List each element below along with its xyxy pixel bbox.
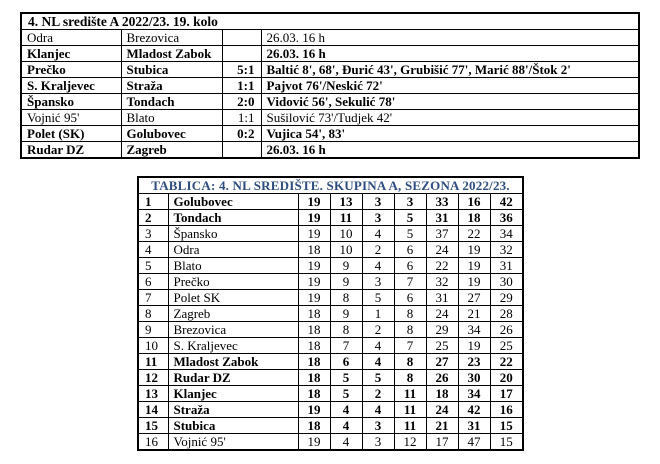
standings-row (138, 418, 523, 434)
standings-row (138, 258, 523, 274)
stat-cell: 19 (458, 258, 490, 274)
score-cell: 0:2 (222, 126, 261, 142)
stat-cell: 8 (330, 322, 362, 338)
detail-cell: 26.03. 16 h (261, 30, 639, 46)
detail-cell: Vujica 54', 83' (261, 126, 639, 142)
stat-cell: 47 (458, 434, 490, 451)
fixture-row (21, 30, 639, 46)
stat-cell: 19 (298, 402, 330, 418)
away-team-cell: Golubovec (121, 126, 222, 142)
standings-row (138, 338, 523, 354)
stat-cell: 19 (298, 290, 330, 306)
stat-cell: 28 (490, 306, 523, 322)
stat-cell: 10 (330, 242, 362, 258)
stat-cell: 2 (362, 322, 394, 338)
home-team-cell: Prečko (21, 62, 121, 78)
stat-cell: 19 (458, 338, 490, 354)
stat-cell: 6 (330, 354, 362, 370)
stat-cell: 18 (298, 306, 330, 322)
rank-cell: 2 (138, 210, 168, 226)
stat-cell: 27 (458, 290, 490, 306)
away-team-cell: Mladost Zabok (121, 46, 222, 62)
stat-cell: 17 (426, 434, 458, 451)
standings-row (138, 290, 523, 306)
away-team-cell: Brezovica (121, 30, 222, 46)
stat-cell: 18 (298, 242, 330, 258)
stat-cell: 32 (426, 274, 458, 290)
standings-row (138, 354, 523, 370)
stat-cell: 6 (394, 290, 426, 306)
stat-cell: 11 (394, 402, 426, 418)
stat-cell: 3 (362, 274, 394, 290)
detail-cell: Pajvot 76'/Neskić 72' (261, 78, 639, 94)
stat-cell: 30 (458, 370, 490, 386)
home-team-cell: Odra (21, 30, 121, 46)
stat-cell: 5 (362, 370, 394, 386)
team-name-cell: Blato (168, 258, 298, 274)
rank-cell: 11 (138, 354, 168, 370)
stat-cell: 11 (330, 210, 362, 226)
stat-cell: 19 (458, 274, 490, 290)
rank-cell: 8 (138, 306, 168, 322)
stat-cell: 5 (330, 370, 362, 386)
score-cell: 2:0 (222, 94, 261, 110)
stat-cell: 21 (426, 418, 458, 434)
stat-cell: 18 (426, 386, 458, 402)
stat-cell: 18 (298, 386, 330, 402)
away-team-cell: Tondach (121, 94, 222, 110)
rank-cell: 5 (138, 258, 168, 274)
stat-cell: 4 (362, 258, 394, 274)
team-name-cell: Klanjec (168, 386, 298, 402)
fixture-row (21, 78, 639, 94)
team-name-cell: Prečko (168, 274, 298, 290)
stat-cell: 34 (458, 386, 490, 402)
away-team-cell: Zagreb (121, 142, 222, 159)
home-team-cell: Rudar DZ (21, 142, 121, 159)
team-name-cell: Tondach (168, 210, 298, 226)
stat-cell: 31 (426, 210, 458, 226)
stat-cell: 19 (298, 226, 330, 242)
home-team-cell: Polet (SK) (21, 126, 121, 142)
team-name-cell: S. Kraljevec (168, 338, 298, 354)
score-cell (222, 30, 261, 46)
standings-row (138, 402, 523, 418)
stat-cell: 19 (298, 210, 330, 226)
stat-cell: 11 (394, 418, 426, 434)
stat-cell: 3 (362, 210, 394, 226)
stat-cell: 31 (426, 290, 458, 306)
home-team-cell: Klanjec (21, 46, 121, 62)
stat-cell: 18 (458, 210, 490, 226)
stat-cell: 3 (362, 418, 394, 434)
stat-cell: 24 (426, 242, 458, 258)
fixtures-title-row (21, 13, 639, 30)
rank-cell: 16 (138, 434, 168, 451)
stat-cell: 7 (394, 338, 426, 354)
stat-cell: 1 (362, 306, 394, 322)
score-cell (222, 142, 261, 159)
stat-cell: 22 (458, 226, 490, 242)
rank-cell: 9 (138, 322, 168, 338)
stat-cell: 34 (458, 322, 490, 338)
stat-cell: 4 (330, 418, 362, 434)
standings-table (137, 176, 524, 451)
stat-cell: 42 (458, 402, 490, 418)
standings-title-row (138, 177, 523, 194)
stat-cell: 9 (330, 306, 362, 322)
stat-cell: 16 (490, 402, 523, 418)
standings-row (138, 386, 523, 402)
stat-cell: 7 (330, 338, 362, 354)
away-team-cell: Stubica (121, 62, 222, 78)
stat-cell: 18 (298, 322, 330, 338)
stat-cell: 10 (330, 226, 362, 242)
home-team-cell: Špansko (21, 94, 121, 110)
stat-cell: 24 (426, 402, 458, 418)
stat-cell: 26 (426, 370, 458, 386)
stat-cell: 3 (362, 434, 394, 451)
standings-rows (138, 194, 523, 451)
stat-cell: 37 (426, 226, 458, 242)
home-team-cell: Vojnić 95' (21, 110, 121, 126)
stat-cell: 30 (490, 274, 523, 290)
fixture-row (21, 126, 639, 142)
rank-cell: 4 (138, 242, 168, 258)
fixtures-table (20, 12, 640, 159)
stat-cell: 11 (394, 386, 426, 402)
detail-cell: Sušilović 73'/Tudjek 42' (261, 110, 639, 126)
stat-cell: 5 (362, 290, 394, 306)
stat-cell: 42 (490, 194, 523, 210)
rank-cell: 3 (138, 226, 168, 242)
stat-cell: 32 (490, 242, 523, 258)
stat-cell: 22 (426, 258, 458, 274)
stat-cell: 9 (330, 274, 362, 290)
standings-row (138, 306, 523, 322)
standings-row (138, 210, 523, 226)
rank-cell: 1 (138, 194, 168, 210)
stat-cell: 5 (394, 226, 426, 242)
stat-cell: 4 (330, 434, 362, 451)
fixture-row (21, 110, 639, 126)
away-team-cell: Straža (121, 78, 222, 94)
stat-cell: 2 (362, 242, 394, 258)
standings-row (138, 322, 523, 338)
stat-cell: 26 (490, 322, 523, 338)
stat-cell: 31 (458, 418, 490, 434)
team-name-cell: Zagreb (168, 306, 298, 322)
stat-cell: 25 (490, 338, 523, 354)
stat-cell: 8 (394, 306, 426, 322)
stat-cell: 19 (298, 274, 330, 290)
stat-cell: 20 (490, 370, 523, 386)
stat-cell: 17 (490, 386, 523, 402)
stat-cell: 23 (458, 354, 490, 370)
stat-cell: 6 (394, 242, 426, 258)
stat-cell: 36 (490, 210, 523, 226)
rank-cell: 10 (138, 338, 168, 354)
score-cell: 1:1 (222, 78, 261, 94)
stat-cell: 19 (298, 258, 330, 274)
stat-cell: 5 (330, 386, 362, 402)
team-name-cell: Straža (168, 402, 298, 418)
stat-cell: 4 (362, 402, 394, 418)
team-name-cell: Vojnić 95' (168, 434, 298, 451)
stat-cell: 15 (490, 418, 523, 434)
stat-cell: 27 (426, 354, 458, 370)
stat-cell: 19 (298, 194, 330, 210)
standings-row (138, 194, 523, 210)
detail-cell: Baltić 8', 68', Đurić 43', Grubišić 77', Marić 88'/Štok 2' (261, 62, 639, 78)
fixture-row (21, 62, 639, 78)
stat-cell: 9 (330, 258, 362, 274)
stat-cell: 24 (426, 306, 458, 322)
stat-cell: 6 (394, 258, 426, 274)
stat-cell: 4 (330, 402, 362, 418)
stat-cell: 5 (394, 210, 426, 226)
stat-cell: 16 (458, 194, 490, 210)
rank-cell: 12 (138, 370, 168, 386)
stat-cell: 29 (490, 290, 523, 306)
home-team-cell: S. Kraljevec (21, 78, 121, 94)
stat-cell: 8 (394, 354, 426, 370)
stat-cell: 18 (298, 370, 330, 386)
rank-cell: 7 (138, 290, 168, 306)
stat-cell: 22 (490, 354, 523, 370)
rank-cell: 14 (138, 402, 168, 418)
stat-cell: 19 (458, 242, 490, 258)
score-cell (222, 46, 261, 62)
detail-cell: 26.03. 16 h (261, 46, 639, 62)
score-cell: 1:1 (222, 110, 261, 126)
detail-cell: Vidović 56', Sekulić 78' (261, 94, 639, 110)
stat-cell: 25 (426, 338, 458, 354)
stat-cell: 29 (426, 322, 458, 338)
stat-cell: 12 (394, 434, 426, 451)
stat-cell: 3 (394, 194, 426, 210)
fixture-row (21, 142, 639, 159)
stat-cell: 21 (458, 306, 490, 322)
stat-cell: 18 (298, 338, 330, 354)
standings-row (138, 242, 523, 258)
stat-cell: 2 (362, 386, 394, 402)
stat-cell: 8 (330, 290, 362, 306)
team-name-cell: Golubovec (168, 194, 298, 210)
stat-cell: 15 (490, 434, 523, 451)
standings-row (138, 434, 523, 451)
stat-cell: 34 (490, 226, 523, 242)
stat-cell: 4 (362, 226, 394, 242)
team-name-cell: Brezovica (168, 322, 298, 338)
team-name-cell: Stubica (168, 418, 298, 434)
fixtures-rows (21, 30, 639, 159)
team-name-cell: Odra (168, 242, 298, 258)
stat-cell: 7 (394, 274, 426, 290)
stat-cell: 18 (298, 418, 330, 434)
team-name-cell: Polet SK (168, 290, 298, 306)
standings-row (138, 226, 523, 242)
standings-row (138, 274, 523, 290)
fixtures-title: 4. NL središte A 2022/23. 19. kolo (21, 13, 639, 30)
away-team-cell: Blato (121, 110, 222, 126)
rank-cell: 15 (138, 418, 168, 434)
team-name-cell: Špansko (168, 226, 298, 242)
fixture-row (21, 46, 639, 62)
stat-cell: 19 (298, 434, 330, 451)
stat-cell: 31 (490, 258, 523, 274)
stat-cell: 4 (362, 354, 394, 370)
stat-cell: 8 (394, 370, 426, 386)
stat-cell: 4 (362, 338, 394, 354)
team-name-cell: Rudar DZ (168, 370, 298, 386)
detail-cell: 26.03. 16 h (261, 142, 639, 159)
stat-cell: 33 (426, 194, 458, 210)
rank-cell: 6 (138, 274, 168, 290)
stat-cell: 8 (394, 322, 426, 338)
score-cell: 5:1 (222, 62, 261, 78)
fixture-row (21, 94, 639, 110)
standings-title: TABLICA: 4. NL SREDIŠTE. SKUPINA A, SEZONA 2022/23. (138, 177, 523, 194)
stat-cell: 13 (330, 194, 362, 210)
standings-row (138, 370, 523, 386)
stat-cell: 18 (298, 354, 330, 370)
team-name-cell: Mladost Zabok (168, 354, 298, 370)
rank-cell: 13 (138, 386, 168, 402)
stat-cell: 3 (362, 194, 394, 210)
